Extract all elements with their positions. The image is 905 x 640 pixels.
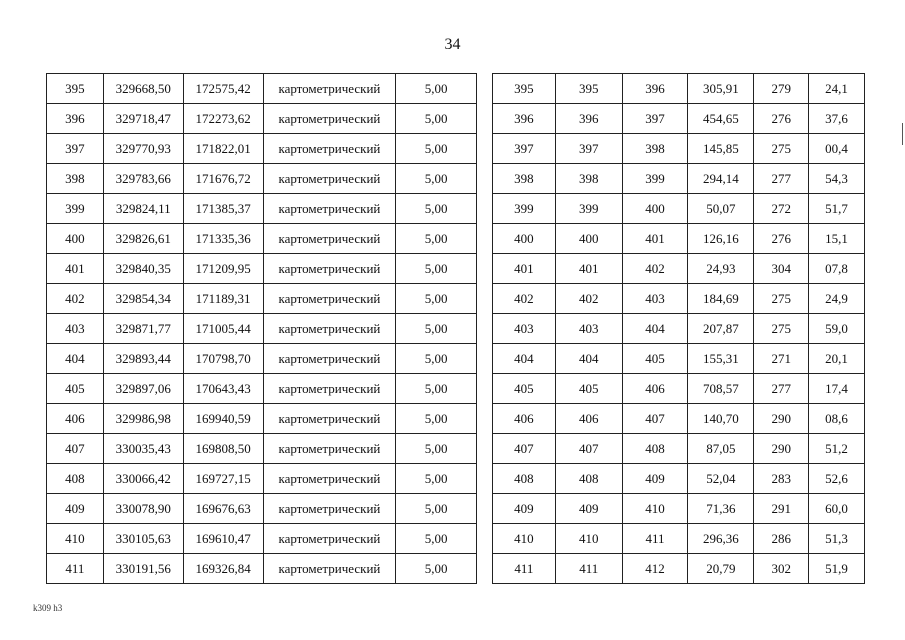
left-table-row [47,344,477,374]
left-table-cell: 330105,63 [103,524,183,554]
left-table-cell: 329783,66 [103,164,183,194]
right-table-row [493,434,865,464]
right-table-row [493,404,865,434]
footer-code: k309 h3 [33,603,63,613]
left-table-cell: картометрический [263,464,396,494]
right-table-cell: 407 [555,434,622,464]
left-table-cell: 5,00 [396,434,477,464]
right-table-cell: 402 [622,254,688,284]
right-table-cell: 397 [622,104,688,134]
right-table-cell: 87,05 [688,434,754,464]
right-table-cell: 275 [754,314,809,344]
right-table-cell: 405 [493,374,556,404]
left-table-cell: 405 [47,374,104,404]
left-table-cell: 170798,70 [183,344,263,374]
left-table-cell: 400 [47,224,104,254]
right-table-cell: 277 [754,374,809,404]
left-table-cell: 170643,43 [183,374,263,404]
left-table-cell: 329893,44 [103,344,183,374]
right-table-cell: 396 [493,104,556,134]
right-table-cell: 410 [555,524,622,554]
left-table-cell: 5,00 [396,404,477,434]
page-number: 34 [444,36,461,53]
right-table-row [493,494,865,524]
right-table-cell: 406 [493,404,556,434]
right-table-cell: 276 [754,104,809,134]
right-table-cell: 51,2 [809,434,865,464]
right-table-cell: 20,79 [688,554,754,584]
right-table-cell: 395 [555,74,622,104]
right-table-cell: 15,1 [809,224,865,254]
left-table-cell: 330066,42 [103,464,183,494]
left-table-cell: 329824,11 [103,194,183,224]
left-table-cell: картометрический [263,314,396,344]
right-table-cell: 51,7 [809,194,865,224]
right-table-cell: 59,0 [809,314,865,344]
right-table-cell: 290 [754,404,809,434]
left-table-cell: картометрический [263,164,396,194]
right-table-cell: 71,36 [688,494,754,524]
right-table-cell: 126,16 [688,224,754,254]
left-table-cell: 5,00 [396,104,477,134]
left-table-row [47,254,477,284]
left-table-cell: картометрический [263,74,396,104]
right-table-row [493,344,865,374]
right-table-cell: 400 [555,224,622,254]
right-table-cell: 412 [622,554,688,584]
left-table-cell: 403 [47,314,104,344]
left-table-cell: 5,00 [396,314,477,344]
left-table-cell: картометрический [263,494,396,524]
right-table-row [493,134,865,164]
right-table-cell: 401 [622,224,688,254]
right-table-cell: 409 [555,494,622,524]
left-table-cell: 5,00 [396,374,477,404]
left-table-cell: 329854,34 [103,284,183,314]
left-table-cell: 411 [47,554,104,584]
right-table-cell: 407 [493,434,556,464]
left-table-cell: 401 [47,254,104,284]
left-table-cell: 329668,50 [103,74,183,104]
right-table-cell: 405 [555,374,622,404]
left-table-cell: 169610,47 [183,524,263,554]
left-table-cell: 5,00 [396,344,477,374]
right-table-row [493,284,865,314]
left-table-cell: 399 [47,194,104,224]
left-table-cell: 169808,50 [183,434,263,464]
left-table-row [47,104,477,134]
right-table-cell: 51,3 [809,524,865,554]
right-table-cell: 398 [493,164,556,194]
right-table-cell: 184,69 [688,284,754,314]
left-table-cell: 5,00 [396,254,477,284]
right-table-cell: 396 [622,74,688,104]
left-table-cell: 171335,36 [183,224,263,254]
left-table-row [47,374,477,404]
left-table-cell: 171676,72 [183,164,263,194]
left-table-row [47,74,477,104]
right-table-cell: 403 [622,284,688,314]
left-table-cell: 169940,59 [183,404,263,434]
right-table-cell: 408 [493,464,556,494]
right-table-cell: 296,36 [688,524,754,554]
right-table-row [493,104,865,134]
right-table-row [493,554,865,584]
right-table-cell: 411 [493,554,556,584]
left-table-cell: 169727,15 [183,464,263,494]
left-table-row [47,284,477,314]
right-table-cell: 271 [754,344,809,374]
right-table-cell: 52,6 [809,464,865,494]
right-table-row [493,74,865,104]
edge-mark [902,123,903,145]
right-table-cell: 07,8 [809,254,865,284]
left-table-cell: картометрический [263,134,396,164]
right-table-cell: 276 [754,224,809,254]
right-table-cell: 155,31 [688,344,754,374]
right-table-cell: 60,0 [809,494,865,524]
right-table-cell: 399 [622,164,688,194]
right-table-cell: 283 [754,464,809,494]
left-table-row [47,134,477,164]
left-table-cell: 171822,01 [183,134,263,164]
right-table-cell: 708,57 [688,374,754,404]
left-table-cell: 404 [47,344,104,374]
right-table-row [493,374,865,404]
right-table-cell: 17,4 [809,374,865,404]
right-table-cell: 396 [555,104,622,134]
right-table-row [493,524,865,554]
left-table-cell: 329826,61 [103,224,183,254]
left-table-cell: 330035,43 [103,434,183,464]
left-table-cell: 171005,44 [183,314,263,344]
right-table-cell: 275 [754,284,809,314]
left-table-cell: 5,00 [396,194,477,224]
left-table-row [47,164,477,194]
left-table-cell: 5,00 [396,164,477,194]
left-table-cell: 395 [47,74,104,104]
left-table-cell: 406 [47,404,104,434]
right-table-cell: 145,85 [688,134,754,164]
right-table-cell: 401 [555,254,622,284]
right-table-cell: 50,07 [688,194,754,224]
right-table-cell: 305,91 [688,74,754,104]
left-table-cell: 329840,35 [103,254,183,284]
left-table-cell: 5,00 [396,134,477,164]
right-table-cell: 08,6 [809,404,865,434]
left-table-cell: 329986,98 [103,404,183,434]
right-table-cell: 00,4 [809,134,865,164]
right-table-cell: 398 [555,164,622,194]
right-table-cell: 277 [754,164,809,194]
left-table-row [47,194,477,224]
right-table-cell: 402 [555,284,622,314]
right-table-cell: 409 [622,464,688,494]
right-table-row [493,254,865,284]
right-table-cell: 454,65 [688,104,754,134]
right-table-row [493,194,865,224]
left-table-cell: картометрический [263,374,396,404]
right-table-cell: 397 [493,134,556,164]
right-table-cell: 272 [754,194,809,224]
right-table-cell: 207,87 [688,314,754,344]
left-table-cell: 172273,62 [183,104,263,134]
right-table-cell: 302 [754,554,809,584]
left-table-cell: 5,00 [396,74,477,104]
right-table-cell: 402 [493,284,556,314]
left-table-row [47,224,477,254]
right-table-row [493,464,865,494]
left-table-cell: картометрический [263,554,396,584]
right-table-cell: 286 [754,524,809,554]
left-table-cell: картометрический [263,224,396,254]
right-table-cell: 37,6 [809,104,865,134]
right-table-cell: 403 [555,314,622,344]
left-table-cell: 329770,93 [103,134,183,164]
right-table-cell: 401 [493,254,556,284]
right-table-cell: 275 [754,134,809,164]
right-table-cell: 408 [622,434,688,464]
right-table-row [493,164,865,194]
left-table-cell: 5,00 [396,494,477,524]
right-table-cell: 399 [493,194,556,224]
right-table-cell: 406 [622,374,688,404]
left-table-cell: картометрический [263,284,396,314]
left-table-cell: 5,00 [396,524,477,554]
right-table-cell: 410 [622,494,688,524]
left-table-cell: 329897,06 [103,374,183,404]
right-table-cell: 406 [555,404,622,434]
right-table-cell: 304 [754,254,809,284]
right-table-cell: 51,9 [809,554,865,584]
right-table-row [493,224,865,254]
left-table-cell: 410 [47,524,104,554]
left-table-cell: 409 [47,494,104,524]
left-table-row [47,314,477,344]
left-table-coordinates [46,73,477,584]
right-table-cell: 411 [555,554,622,584]
right-table-cell: 404 [622,314,688,344]
left-table-cell: 329871,77 [103,314,183,344]
left-table-cell: 172575,42 [183,74,263,104]
left-table-cell: 5,00 [396,464,477,494]
left-table-cell: картометрический [263,344,396,374]
right-table-cell: 399 [555,194,622,224]
left-table-cell: 397 [47,134,104,164]
left-table-cell: 329718,47 [103,104,183,134]
left-table-cell: 398 [47,164,104,194]
right-table-cell: 410 [493,524,556,554]
left-table-cell: картометрический [263,104,396,134]
right-table-cell: 294,14 [688,164,754,194]
right-table-cell: 20,1 [809,344,865,374]
left-table-cell: 407 [47,434,104,464]
right-table-cell: 405 [622,344,688,374]
left-table-cell: 330191,56 [103,554,183,584]
left-table-cell: 330078,90 [103,494,183,524]
right-table-cell: 24,1 [809,74,865,104]
left-table-cell: картометрический [263,194,396,224]
right-table-cell: 404 [493,344,556,374]
left-table-row [47,434,477,464]
right-table-cell: 395 [493,74,556,104]
left-table-row [47,494,477,524]
right-table-cell: 400 [493,224,556,254]
right-table-cell: 140,70 [688,404,754,434]
left-table-cell: 171189,31 [183,284,263,314]
left-table-cell: картометрический [263,254,396,284]
right-table-cell: 400 [622,194,688,224]
right-table-row [493,314,865,344]
left-table-cell: 5,00 [396,554,477,584]
right-table-cell: 24,93 [688,254,754,284]
left-table-row [47,464,477,494]
left-table-row [47,554,477,584]
left-table-row [47,524,477,554]
right-table-cell: 409 [493,494,556,524]
left-table-cell: 169326,84 [183,554,263,584]
left-table-cell: 396 [47,104,104,134]
left-table-cell: 171385,37 [183,194,263,224]
left-table-cell: картометрический [263,524,396,554]
right-table-segments [492,73,865,584]
right-table-cell: 407 [622,404,688,434]
right-table-cell: 403 [493,314,556,344]
right-table-cell: 404 [555,344,622,374]
right-table-cell: 398 [622,134,688,164]
right-table-cell: 24,9 [809,284,865,314]
left-table-cell: картометрический [263,404,396,434]
right-table-cell: 52,04 [688,464,754,494]
right-table-cell: 54,3 [809,164,865,194]
left-table-cell: 402 [47,284,104,314]
left-table-cell: 5,00 [396,284,477,314]
left-table-row [47,404,477,434]
left-table-cell: 171209,95 [183,254,263,284]
right-table-cell: 291 [754,494,809,524]
left-table-cell: 169676,63 [183,494,263,524]
right-table-cell: 279 [754,74,809,104]
right-table-cell: 290 [754,434,809,464]
left-table-cell: 408 [47,464,104,494]
left-table-cell: 5,00 [396,224,477,254]
right-table-cell: 411 [622,524,688,554]
right-table-cell: 397 [555,134,622,164]
left-table-cell: картометрический [263,434,396,464]
right-table-cell: 408 [555,464,622,494]
